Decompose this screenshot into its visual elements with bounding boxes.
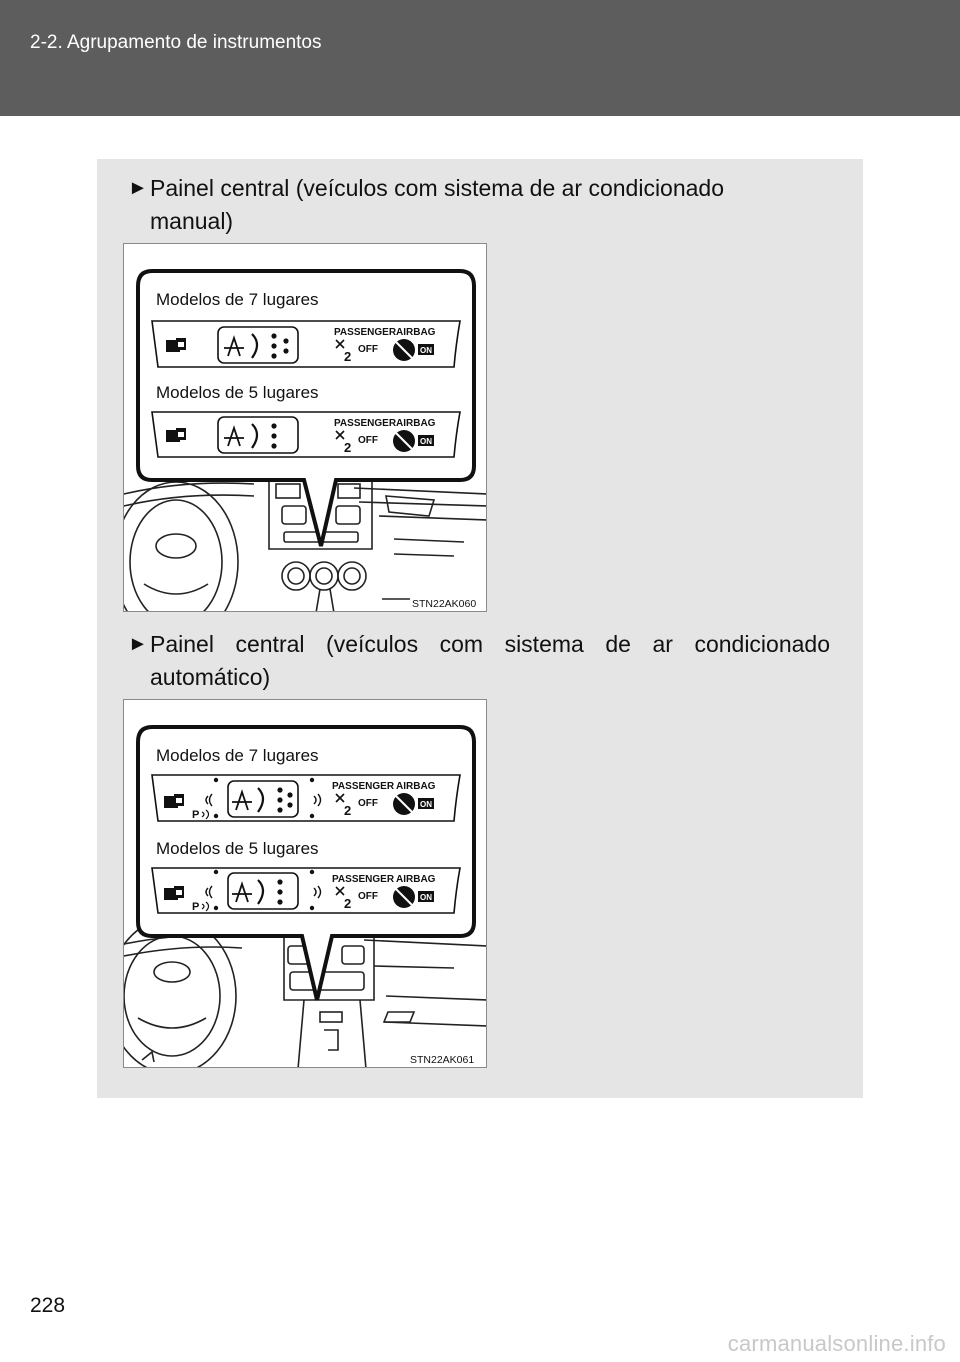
- svg-text:PASSENGER: PASSENGER: [334, 418, 397, 429]
- svg-text:OFF: OFF: [358, 891, 378, 902]
- bullet-text-line2: automático): [150, 664, 271, 690]
- svg-text:AIRBAG: AIRBAG: [396, 327, 436, 338]
- dashboard-illustration: [124, 244, 487, 612]
- svg-text:P: P: [192, 809, 200, 821]
- svg-text:2: 2: [344, 349, 352, 364]
- svg-text:ON: ON: [420, 346, 432, 355]
- switch-panel-7-seat: [152, 775, 460, 821]
- figure-code: STN22AK060: [412, 598, 477, 610]
- bullet-arrow-icon: ►: [128, 177, 148, 199]
- watermark: carmanualsonline.info: [727, 1331, 946, 1356]
- svg-text:AIRBAG: AIRBAG: [396, 418, 436, 429]
- label-5-seat: Modelos de 5 lugares: [156, 383, 319, 402]
- switch-panel-7-seat: [152, 321, 460, 367]
- door-lock-icon: [166, 338, 186, 352]
- svg-text:ON: ON: [420, 437, 432, 446]
- svg-text:AIRBAG: AIRBAG: [396, 781, 436, 792]
- svg-text:OFF: OFF: [358, 344, 378, 355]
- door-lock-icon: [164, 794, 184, 808]
- switch-panel-5-seat: [152, 412, 460, 457]
- bullet-text-line1: Painel central (veículos com sistema de ar condicionado: [150, 631, 830, 657]
- figure-code: STN22AK061: [410, 1054, 475, 1066]
- page-header: [0, 0, 960, 116]
- bullet-automatic-ac: [128, 628, 830, 694]
- dashboard-illustration: [124, 700, 487, 1068]
- svg-text:AIRBAG: AIRBAG: [396, 874, 436, 885]
- section-title: 2-2. Agrupamento de instrumentos: [30, 32, 322, 53]
- switch-panel-5-seat: [152, 868, 460, 913]
- svg-text:OFF: OFF: [358, 798, 378, 809]
- page-number: 228: [30, 1294, 66, 1317]
- bullet-arrow-icon: ►: [128, 633, 148, 655]
- label-7-seat: Modelos de 7 lugares: [156, 290, 319, 309]
- svg-text:2: 2: [344, 896, 352, 911]
- door-lock-icon: [164, 886, 184, 900]
- svg-text:OFF: OFF: [358, 435, 378, 446]
- svg-text:ON: ON: [420, 800, 432, 809]
- svg-text:2: 2: [344, 803, 352, 818]
- svg-text:2: 2: [344, 440, 352, 455]
- svg-text:PASSENGER: PASSENGER: [334, 327, 397, 338]
- callout-bubble: [138, 727, 474, 1000]
- svg-text:PASSENGER: PASSENGER: [332, 874, 395, 885]
- figure-manual-ac: [123, 243, 487, 612]
- label-7-seat: Modelos de 7 lugares: [156, 746, 319, 765]
- figure-automatic-ac: [123, 699, 487, 1068]
- bullet-text-line1: Painel central (veículos com sistema de ar condicionado: [150, 175, 725, 201]
- bullet-manual-ac: [128, 172, 830, 238]
- svg-text:P: P: [192, 901, 200, 913]
- door-lock-icon: [166, 428, 186, 442]
- svg-text:ON: ON: [420, 893, 432, 902]
- label-5-seat: Modelos de 5 lugares: [156, 839, 319, 858]
- svg-text:PASSENGER: PASSENGER: [332, 781, 395, 792]
- bullet-text-line2: manual): [150, 208, 234, 234]
